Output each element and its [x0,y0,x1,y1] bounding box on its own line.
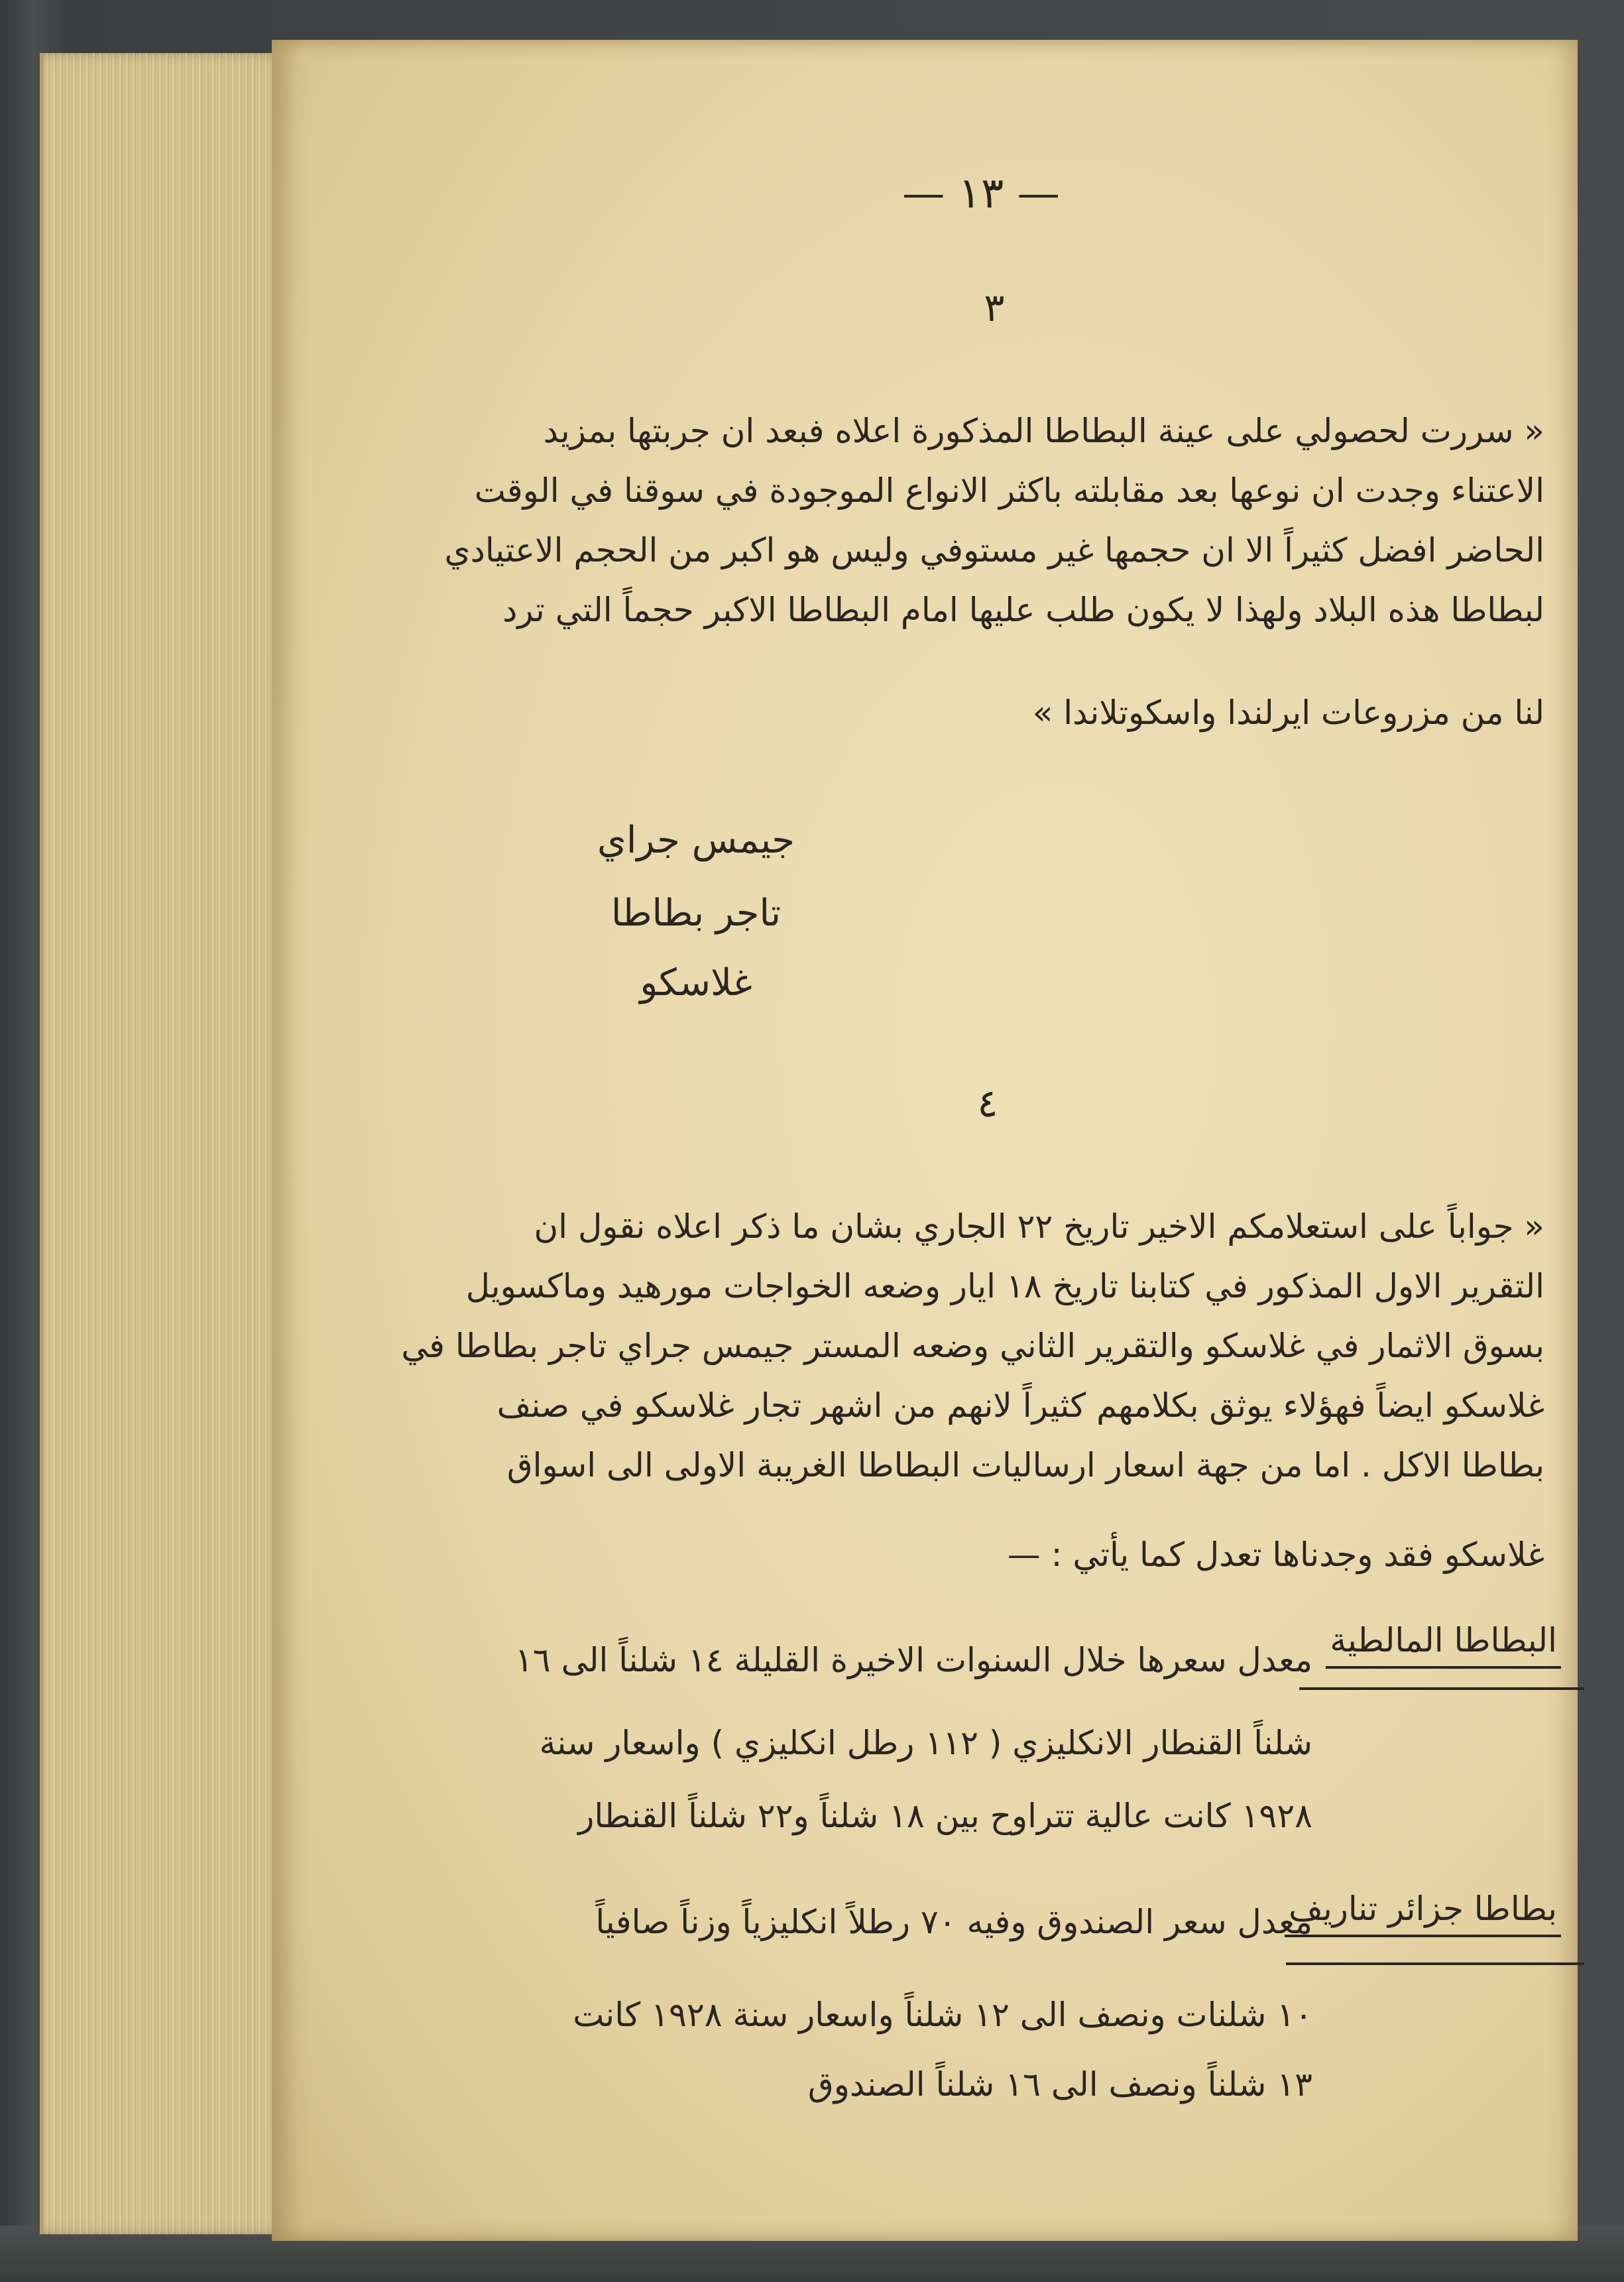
section3-line-3: الحاضر افضل كثيراً الا ان حجمها غير مستوفي وليس هو اكبر من الحجم الاعتيادي [444,531,1544,570]
section4-line-5: بطاطا الاكل . اما من جهة اسعار ارساليات البطاطا الغريبة الاولى الى اسواق [506,1446,1544,1484]
price-label-tenerife: بطاطا جزائر تناريف [1285,1890,1561,1937]
section3-line-5: لنا من مزروعات ايرلندا واسكوتلاندا » [1032,693,1544,732]
section3-line-1: « سررت لحصولي على عينة البطاطا المذكورة اعلاه فبعد ان جربتها بمزيد [543,412,1544,450]
page-number: — ١٣ — [902,169,1060,218]
price-tenerife-line-1: معدل سعر الصندوق وفيه ٧٠ رطلاً انكليزياً وزناً صافياً [595,1903,1312,1941]
signature-name: جيمس جراي [597,819,795,862]
page-edges [40,53,289,2234]
price-label-underline [1299,1687,1584,1690]
section4-line-1: « جواباً على استعلامكم الاخير تاريخ ٢٢ الجاري بشان ما ذكر اعلاه نقول ان [534,1207,1544,1246]
section3-line-4: لبطاطا هذه البلاد ولهذا لا يكون طلب عليها امام البطاطا الاكبر حجماً التي ترد [502,591,1544,629]
section-number-4: ٤ [977,1081,998,1126]
price-label-maltese: البطاطا المالطية [1326,1621,1561,1669]
signature-city: غلاسكو [640,961,752,1004]
section3-line-2: الاعتناء وجدت ان نوعها بعد مقابلته باكثر الانواع الموجودة في سوقنا في الوقت [474,471,1544,510]
price-maltese-line-1: معدل سعرها خلال السنوات الاخيرة القليلة ١٤ شلناً الى ١٦ [514,1641,1312,1679]
signature-title: تاجر بطاطا [610,892,782,935]
price-maltese-line-3: ١٩٢٨ كانت عالية تتراوح بين ١٨ شلناً و٢٢ شلناً القنطار [578,1797,1312,1835]
section4-line-6: غلاسكو فقد وجدناها تعدل كما يأتي : — [1007,1535,1544,1574]
section4-line-3: بسوق الاثمار في غلاسكو والتقرير الثاني وضعه المستر جيمس جراي تاجر بطاطا في [401,1327,1544,1365]
price-tenerife-line-2: ١٠ شلنات ونصف الى ١٢ شلناً واسعار سنة ١٩٢٨ كانت [573,1996,1312,2034]
price-maltese-line-2: شلناً القنطار الانكليزي ( ١١٢ رطل انكليزي ) واسعار سنة [539,1724,1312,1762]
section4-line-2: التقرير الاول المذكور في كتابنا تاريخ ١٨ ايار وضعه الخواجات مورهيد وماكسويل [465,1267,1544,1305]
section-number-3: ٣ [984,285,1005,330]
section4-line-4: غلاسكو ايضاً فهؤلاء يوثق بكلامهم كثيراً لانهم من اشهر تجار غلاسكو في صنف [496,1386,1544,1425]
price-tenerife-line-3: ١٣ شلناً ونصف الى ١٦ شلناً الصندوق [807,2065,1312,2104]
price-label-underline-2 [1286,1962,1584,1965]
